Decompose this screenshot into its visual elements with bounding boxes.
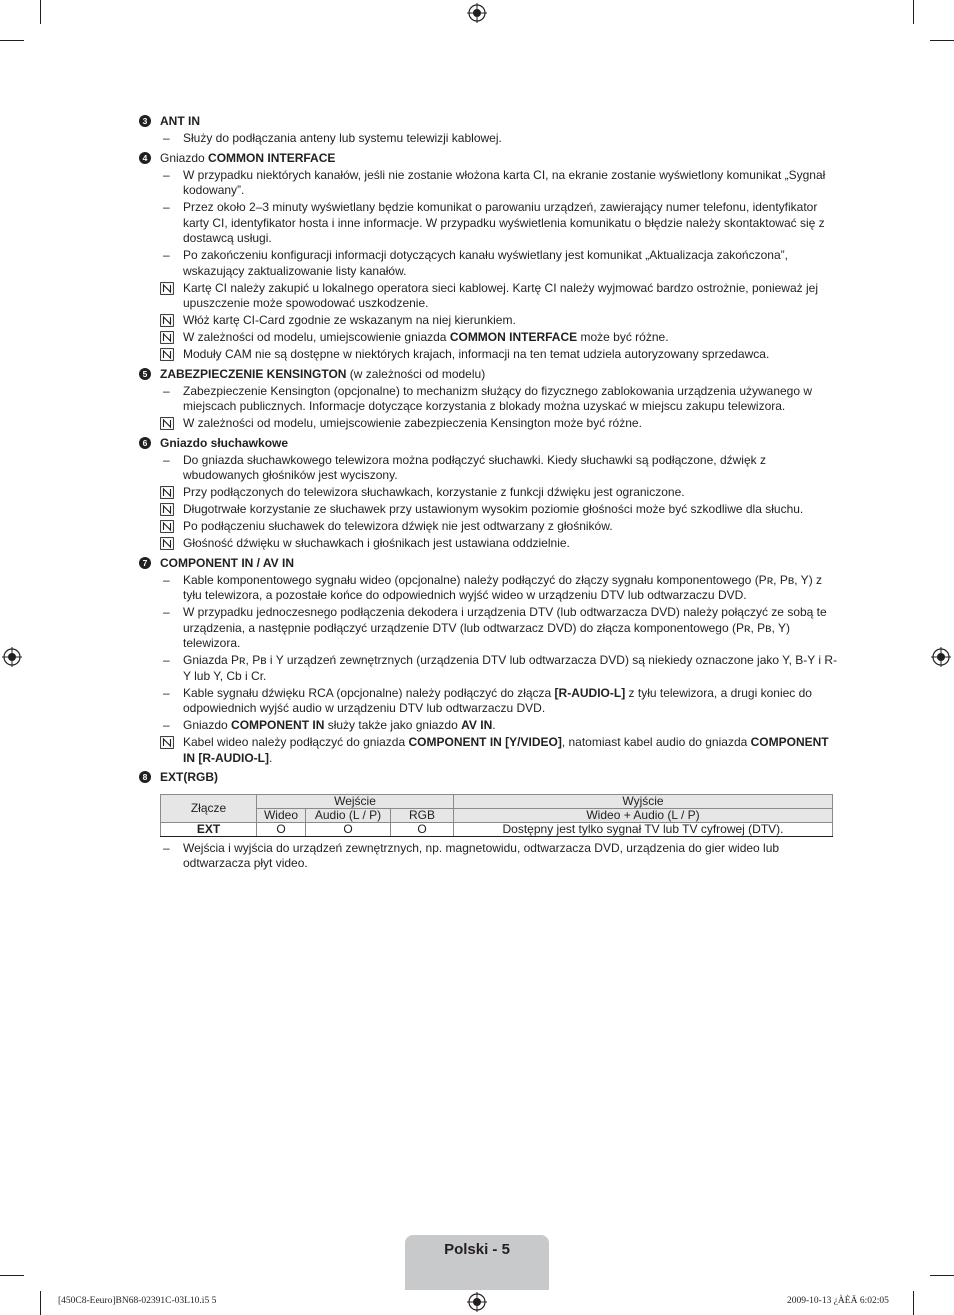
- section-number-icon: 3: [139, 115, 151, 127]
- note-item: [139, 536, 841, 552]
- dash-marker: –: [163, 653, 170, 667]
- item-text: W przypadku niektórych kanałów, jeśli nie zostanie włożona karta CI, na ekranie zostanie wyświetlony komunikat „Sygnał kodowany”.: [183, 167, 826, 197]
- item-text: Służy do podłączania anteny lub systemu telewizji kablowej.: [183, 131, 502, 145]
- section-heading: [139, 151, 841, 167]
- dash-item: [139, 686, 841, 717]
- text-fragment: W zależności od modelu, umiejscowienie gniazda: [183, 330, 450, 344]
- bold-term: [R-AUDIO-L]: [554, 685, 626, 700]
- note-icon: [160, 417, 174, 430]
- table-header-cell: Audio (L / P): [306, 808, 391, 822]
- dash-item: [139, 718, 841, 734]
- note-item: [139, 330, 841, 346]
- dash-marker: –: [163, 452, 170, 467]
- section-title-prefix: Gniazdo: [160, 150, 209, 165]
- item-text: Zabezpieczenie Kensington (opcjonalne) to mechanizm służący do fizycznego zablokowania urządzenia używanego w miejscach publicznych. Informacje dotyczące korzystania z blokady można uzyskać w miejscu zakupu telewizora.: [183, 383, 813, 413]
- section-title-suffix: (w zależności od modelu): [346, 366, 486, 381]
- item-text: W przypadku jednoczesnego podłączenia dekodera i urządzenia DTV (lub odtwarzacza DVD) należy połączyć ze sobą te urządzenia, a następnie podłączyć urządzenie DTV (lub odtwarzacz DVD) do złącza komponentowego (Pʀ, Pʙ, Y) telewizora.: [183, 605, 827, 650]
- dash-item: [139, 248, 841, 279]
- crop-mark: [0, 1275, 24, 1276]
- crop-mark: [40, 0, 41, 24]
- section-number-icon: 5: [139, 368, 151, 380]
- note-item: [139, 735, 841, 766]
- text-fragment: Kabel wideo należy podłączyć do gniazda: [183, 735, 409, 749]
- table-cell: O: [257, 822, 306, 836]
- dash-item: [139, 168, 841, 199]
- text-fragment: Kable sygnału dźwięku RCA (opcjonalne) należy podłączyć do złącza: [183, 685, 555, 700]
- crop-mark: [40, 1291, 41, 1315]
- item-text: [183, 735, 829, 765]
- dash-marker: –: [163, 685, 170, 700]
- text-fragment: .: [268, 750, 273, 765]
- text-fragment: Gniazdo: [183, 718, 232, 732]
- section-heading: [139, 367, 841, 383]
- dash-marker: –: [163, 167, 170, 182]
- dash-item: [139, 453, 841, 484]
- item-text: Wejścia i wyjścia do urządzeń zewnętrznych, np. magnetowidu, odtwarzacza DVD, urządzenia do gier wideo lub odtwarzacza płyt video.: [183, 840, 780, 870]
- text-fragment: , natomiast kabel audio do gniazda: [561, 735, 751, 749]
- registration-mark-icon: [467, 3, 487, 23]
- section-title: ANT IN: [160, 114, 200, 128]
- note-item: [139, 519, 841, 535]
- page-number-tab: [405, 1235, 549, 1290]
- ext-connector-table: [160, 794, 833, 837]
- print-slug-right: 2009-10-13 ¿ÀÈÄ 6:02:05: [787, 1296, 889, 1306]
- item-text: Przez około 2–3 minuty wyświetlany będzie komunikat o parowaniu urządzeń, zawierający numer telefonu, identyfikator karty CI, identyfikator hosta i inne informacje. W przypadku wyświetlenia komunikatu o błędzie należy skontaktować się z dostawcą usługi.: [183, 200, 825, 245]
- text-fragment: z tyłu telewizora, a drugi koniec do odpowiednich wyjść audio w urządzeniu DTV lub odtwarzaczu DVD.: [183, 685, 812, 715]
- table-header-cell: Wyjście: [454, 794, 833, 808]
- dash-item: [139, 131, 841, 147]
- note-icon: [160, 282, 174, 295]
- registration-mark-icon: [931, 647, 951, 667]
- note-item: [139, 281, 841, 312]
- text-fragment: służy także jako gniazdo: [324, 718, 462, 732]
- item-text: Do gniazda słuchawkowego telewizora można podłączyć słuchawki. Kiedy słuchawki są podłączone, dźwięk z wbudowanych głośników jest wyciszony.: [183, 452, 766, 482]
- crop-mark: [930, 40, 954, 41]
- text-fragment: może być różne.: [577, 330, 669, 344]
- dash-item: [139, 573, 841, 604]
- section-number-icon: 4: [139, 152, 151, 164]
- bold-term: COMPONENT IN [Y/VIDEO]: [408, 735, 562, 749]
- section-heading: [139, 436, 841, 452]
- dash-marker: –: [163, 131, 170, 145]
- note-icon: [160, 348, 174, 361]
- table-header-cell: RGB: [391, 808, 454, 822]
- section-heading: [139, 770, 841, 786]
- page-label: Polski - 5: [444, 1241, 510, 1258]
- manual-content: [139, 110, 841, 872]
- registration-mark-icon: [467, 1292, 487, 1312]
- table-subheader-row: [161, 808, 833, 822]
- table-header-cell: Złącze: [161, 794, 257, 822]
- section-title: ZABEZPIECZENIE KENSINGTON: [160, 366, 347, 381]
- dash-marker: –: [163, 572, 170, 587]
- note-item: [139, 313, 841, 329]
- section-title: Gniazdo słuchawkowe: [160, 435, 289, 450]
- table-header-cell: Wideo + Audio (L / P): [454, 808, 833, 822]
- crop-mark: [0, 40, 24, 41]
- dash-item: [139, 200, 841, 247]
- item-text: [183, 718, 496, 732]
- item-text: Gniazda Pʀ, Pʙ i Y urządzeń zewnętrznych (urządzenia DTV lub odtwarzacza DVD) są niekiedy oznaczone jako Y, B-Y i R-Y lub Y, Cb i Cr.: [183, 653, 838, 683]
- crop-mark: [913, 0, 914, 24]
- dash-item: [139, 653, 841, 684]
- item-text: Przy podłączonych do telewizora słuchawkach, korzystanie z funkcji dźwięku jest ograniczone.: [183, 485, 685, 499]
- table-header-cell: Wideo: [257, 808, 306, 822]
- item-text: Kable komponentowego sygnału wideo (opcjonalne) należy podłączyć do złączy sygnału komponentowego (Pʀ, Pʙ, Y) z tyłu telewizora, a pozostałe końce do odpowiednich wyjść wideo w urządzeniu DTV lub odtwarzaczu DVD.: [183, 572, 823, 602]
- item-text: [183, 686, 812, 716]
- item-text: Głośność dźwięku w słuchawkach i głośnikach jest ustawiana oddzielnie.: [183, 536, 570, 550]
- text-fragment: .: [492, 718, 496, 732]
- note-icon: [160, 520, 174, 533]
- table-cell: Dostępny jest tylko sygnał TV lub TV cyfrowej (DTV).: [454, 822, 833, 836]
- table-cell: O: [306, 822, 391, 836]
- crop-mark: [930, 1275, 954, 1276]
- dash-marker: –: [163, 718, 170, 732]
- section-heading: [139, 114, 841, 130]
- print-slug-left: [450C8-Eeuro]BN68-02391C-03L10.i5 5: [58, 1296, 217, 1306]
- section-heading: [139, 556, 841, 572]
- item-text: Po zakończeniu konfiguracji informacji dotyczących kanału wyświetlany jest komunikat „Aktualizacja zakończona”, wskazujący zaktualizowanie listy kanałów.: [183, 248, 788, 278]
- item-text: Długotrwałe korzystanie ze słuchawek przy ustawionym wysokim poziomie głośności może być szkodliwe dla słuchu.: [183, 502, 804, 516]
- section-number-icon: 8: [139, 771, 151, 783]
- note-item: [139, 502, 841, 518]
- dash-marker: –: [163, 248, 170, 262]
- table-header-row: [161, 794, 833, 808]
- dash-item: [139, 841, 841, 872]
- crop-mark: [913, 1291, 914, 1315]
- dash-marker: –: [163, 605, 170, 619]
- dash-marker: –: [163, 200, 170, 214]
- dash-marker: –: [163, 840, 170, 855]
- note-icon: [160, 537, 174, 550]
- item-text: [183, 330, 669, 344]
- item-text: Moduły CAM nie są dostępne w niektórych krajach, informacji na ten temat udziela autoryzowany sprzedawca.: [183, 347, 770, 361]
- note-icon: [160, 314, 174, 327]
- dash-item: [139, 384, 841, 415]
- table-row: [161, 822, 833, 836]
- section-title: COMMON INTERFACE: [208, 150, 336, 165]
- note-item: [139, 416, 841, 432]
- section-title: EXT(RGB): [160, 770, 218, 784]
- bold-term: COMMON INTERFACE: [449, 330, 578, 344]
- section-number-icon: 6: [139, 437, 151, 449]
- item-text: Włóż kartę CI-Card zgodnie ze wskazanym na niej kierunkiem.: [183, 313, 516, 327]
- note-icon: [160, 331, 174, 344]
- dash-item: [139, 605, 841, 652]
- table-cell: O: [391, 822, 454, 836]
- note-icon: [160, 736, 174, 749]
- bold-term: COMPONENT IN [R-AUDIO-L]: [183, 735, 829, 765]
- registration-mark-icon: [2, 647, 22, 667]
- item-text: W zależności od modelu, umiejscowienie zabezpieczenia Kensington może być różne.: [183, 416, 642, 430]
- sections-list: [139, 114, 841, 766]
- item-text: Po podłączeniu słuchawek do telewizora dźwięk nie jest odtwarzany z głośników.: [183, 519, 613, 533]
- note-icon: [160, 503, 174, 516]
- note-item: [139, 485, 841, 501]
- item-text: Kartę CI należy zakupić u lokalnego operatora sieci kablowej. Kartę CI należy wyjmować bardzo ostrożnie, ponieważ jej upuszczenie może spowodować uszkodzenie.: [183, 280, 818, 310]
- table-cell: EXT: [161, 822, 257, 836]
- note-item: [139, 347, 841, 363]
- bold-term: AV IN: [461, 718, 493, 732]
- note-icon: [160, 486, 174, 499]
- table-header-cell: Wejście: [257, 794, 454, 808]
- bold-term: COMPONENT IN: [231, 718, 325, 732]
- dash-marker: –: [163, 383, 170, 398]
- section-number-icon: 7: [139, 557, 151, 569]
- section-title: COMPONENT IN / AV IN: [160, 555, 295, 570]
